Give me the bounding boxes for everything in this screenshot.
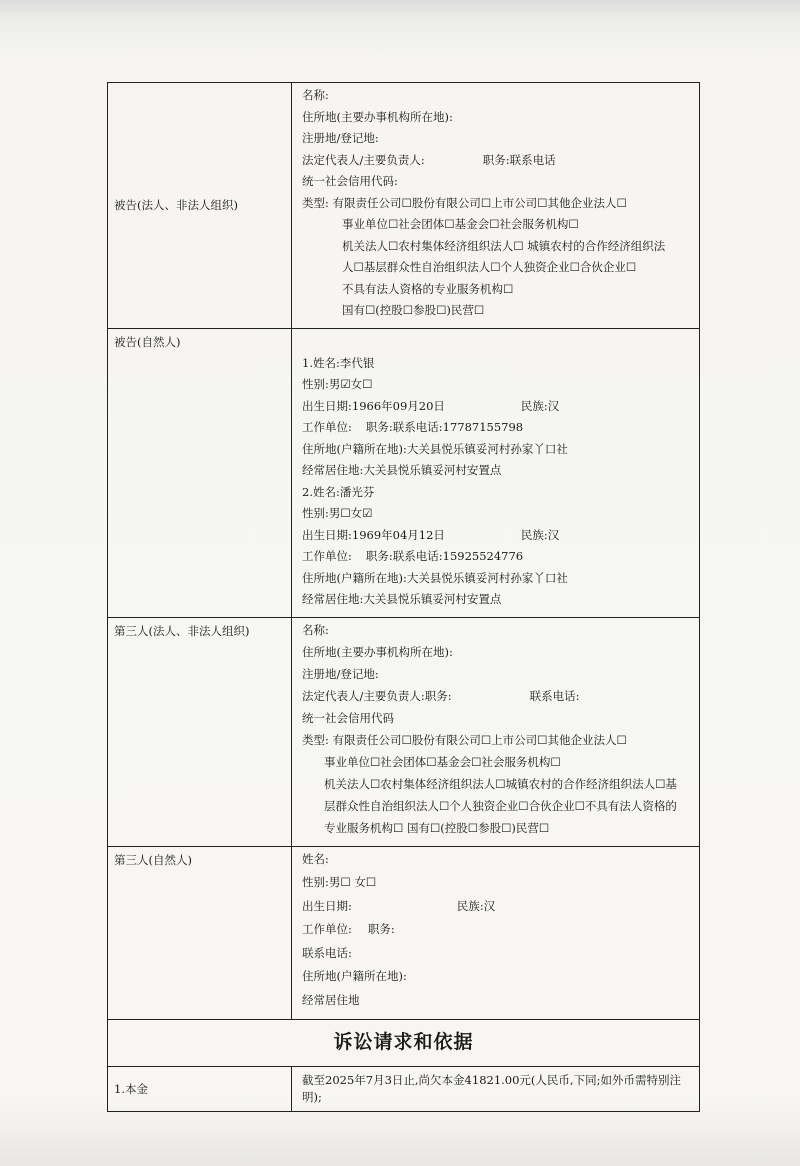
p2-work: 工作单位: [302, 549, 352, 563]
third-person-work-line [302, 921, 693, 945]
defendant-org-type-3: 机关法人☐农村集体经济组织法人☐ 城镇农村的合作经济组织法 [342, 238, 666, 253]
p1-dob-line [302, 398, 693, 420]
defendant-org-type-2: 事业单位☐社会团体☐基金会☐社会服务机构☐ [342, 217, 579, 231]
third-org-row [108, 617, 700, 846]
defendant-org-registration: 注册地/登记地: [302, 131, 379, 145]
third-org-type-4: 层群众性自治组织法人☐个人独资企业☐合伙企业☐不具有法人资格的 [324, 798, 677, 813]
principal-value [292, 1067, 700, 1112]
principal-label: 1.本金 [108, 1067, 292, 1112]
third-org-legal-rep-line [302, 688, 693, 710]
defendant-org-legal-rep: 法定代表人/主要负责人: [302, 152, 425, 167]
p2-habitual: 经常居住地:大关县悦乐镇妥河村安置点 [302, 592, 502, 606]
p1-residence: 住所地(户籍所在地):大关县悦乐镇妥河村孙家丫口社 [302, 441, 568, 456]
third-org-type-5: 专业服务机构☐ 国有☐(控股☐参股☐)民营☐ [324, 820, 550, 835]
defendant-org-type-4: 人☐基层群众性自治组织法人☐个人独资企业☐合伙企业☐ [342, 260, 637, 274]
third-person-gender: 性别:男☐ 女☐ [302, 875, 377, 889]
third-org-fields [292, 617, 700, 846]
defendant-person-label: 被告(自然人) [108, 328, 292, 617]
defendant-org-address: 住所地(主要办事机构所在地): [302, 109, 453, 124]
defendant-org-type-5: 不具有法人资格的专业服务机构☐ [342, 281, 514, 296]
complaint-form-table [107, 82, 700, 1112]
third-person-work: 工作单位: [302, 922, 352, 936]
defendant-person-row [108, 328, 700, 617]
third-person-ethnicity: 民族:汉 [456, 898, 496, 913]
third-person-row [108, 846, 700, 1020]
third-org-type-1: 类型: 有限责任公司☐股份有限公司☐上市公司☐其他企业法人☐ [302, 732, 627, 747]
third-org-type-3: 机关法人☐农村集体经济组织法人☐城镇农村的合作经济组织法人☐基 [324, 776, 677, 791]
third-org-contact: 联系电话: [529, 688, 580, 703]
claims-heading: 诉讼请求和依据 [108, 1020, 700, 1067]
defendant-org-legal-rep-line [302, 152, 693, 174]
defendant-org-position-contact: 职务:联系电话 [482, 152, 556, 167]
principal-row [108, 1067, 700, 1112]
p2-work-line [302, 548, 693, 570]
third-person-habitual: 经常居住地 [302, 992, 360, 1007]
third-org-label: 第三人(法人、非法人组织) [108, 617, 292, 846]
p1-habitual: 经常居住地:大关县悦乐镇妥河村安置点 [302, 463, 502, 477]
third-person-fields [292, 846, 700, 1020]
p1-name: 1.姓名:李代银 [302, 355, 375, 370]
principal-text: 截至2025年7月3日止,尚欠本金41821.00元(人民币,下同;如外币需特别注明); [302, 1073, 681, 1104]
p2-gender: 性别:男☐女☑ [302, 506, 373, 520]
third-org-name: 名称: [302, 622, 329, 637]
p2-dob: 出生日期:1969年04月12日 [302, 527, 445, 542]
defendant-org-name: 名称: [302, 88, 329, 102]
third-person-contact: 联系电话: [302, 945, 352, 960]
p2-ethnicity: 民族:汉 [520, 527, 560, 542]
p1-work: 工作单位: [302, 420, 352, 434]
defendant-org-type-6: 国有☐(控股☐参股☐)民营☐ [342, 303, 485, 317]
third-person-label: 第三人(自然人) [108, 846, 292, 1020]
p2-name: 2.姓名:潘光芬 [302, 484, 375, 499]
defendant-org-credit-code: 统一社会信用代码: [302, 174, 398, 188]
p2-contact: 职务:联系电话:15925524776 [365, 549, 524, 563]
third-org-credit-code: 统一社会信用代码 [302, 710, 394, 725]
p2-dob-line [302, 527, 693, 549]
third-org-type-2: 事业单位☐社会团体☐基金会☐社会服务机构☐ [324, 754, 561, 769]
third-org-registration: 注册地/登记地: [302, 666, 379, 681]
p1-ethnicity: 民族:汉 [520, 398, 560, 413]
p1-dob: 出生日期:1966年09月20日 [302, 398, 445, 413]
third-org-address: 住所地(主要办事机构所在地): [302, 644, 453, 659]
p1-work-line [302, 419, 693, 441]
claims-heading-row [108, 1020, 700, 1067]
p2-residence: 住所地(户籍所在地):大关县悦乐镇妥河村孙家丫口社 [302, 570, 568, 585]
p1-contact: 职务:联系电话:17787155798 [365, 420, 524, 434]
p1-gender: 性别:男☑女☐ [302, 377, 373, 391]
defendant-person-fields [292, 328, 700, 617]
third-person-dob: 出生日期: [302, 898, 352, 913]
third-person-position: 职务: [367, 922, 395, 936]
defendant-org-type-1: 类型: 有限责任公司☐股份有限公司☐上市公司☐其他企业法人☐ [302, 195, 627, 210]
third-person-residence: 住所地(户籍所在地): [302, 969, 407, 983]
defendant-org-fields [292, 83, 700, 329]
third-org-legal-rep: 法定代表人/主要负责人:职务: [302, 688, 452, 703]
third-person-name: 姓名: [302, 851, 329, 866]
defendant-org-row [108, 83, 700, 329]
third-person-dob-line [302, 898, 693, 922]
defendant-org-label: 被告(法人、非法人组织) [108, 83, 292, 329]
